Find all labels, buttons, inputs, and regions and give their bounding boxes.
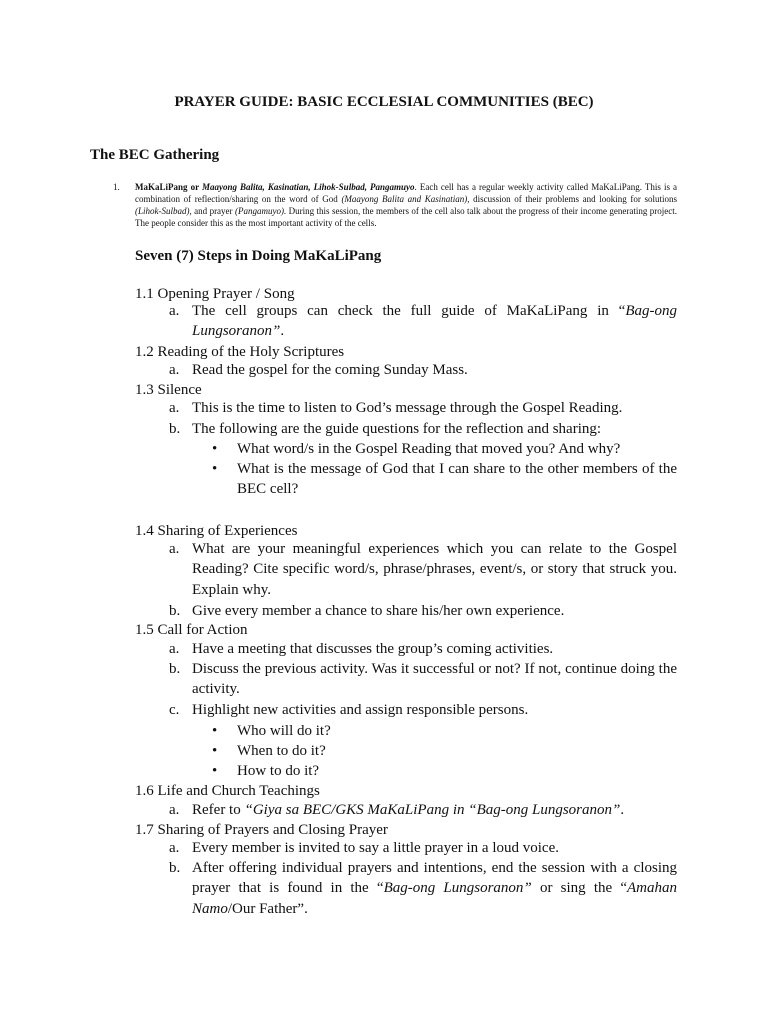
item-marker: c. — [169, 702, 180, 718]
steps-heading: Seven (7) Steps in Doing MaKaLiPang — [135, 248, 382, 264]
step-item — [192, 800, 677, 820]
step-title: 1.3 Silence — [135, 382, 202, 398]
item-marker: a. — [169, 840, 180, 856]
step-title: 1.7 Sharing of Prayers and Closing Prayer — [135, 822, 388, 838]
intro-text: . Each cell has a regular weekly activity called MaKaLiPang. This is a combination of reflection/sharing on the word of God — [135, 182, 677, 204]
bullet-glyph: • — [212, 763, 218, 779]
bullet-glyph: • — [212, 743, 218, 759]
item-text: /Our Father”. — [227, 900, 308, 917]
step-item: What are your meaningful experiences which you can relate to the Gospel Reading? Cite specific word/s, phrase/phrases, event/s, or story that struck you. Explain why. — [192, 541, 677, 598]
intro-text: During this session, the members of the cell also talk about the progress of their income generating project. The people consider this as the most important activity of the cells. — [135, 206, 677, 228]
step-item: Discuss the previous activity. Was it successful or not? If not, continue doing the activity. — [192, 661, 677, 698]
item-marker: a. — [169, 362, 180, 378]
intro-text: discussion of their problems and looking for solutions — [469, 194, 678, 204]
step-title: 1.5 Call for Action — [135, 622, 248, 638]
item-marker: b. — [169, 661, 181, 677]
step-item: Have a meeting that discusses the group’s coming activities. — [192, 641, 554, 657]
step-item: Give every member a chance to share his/her own experience. — [192, 603, 565, 619]
section-heading: The BEC Gathering — [90, 147, 220, 163]
intro-term-bold: MaKaLiPang or — [135, 182, 202, 192]
item-text: After offering individual prayers and intentions, end the session with a closing prayer that is found in the “ — [192, 860, 677, 897]
step-item: Highlight new activities and assign responsible persons. — [192, 702, 529, 718]
item-marker: b. — [169, 603, 181, 619]
bullet-glyph: • — [212, 441, 218, 457]
step-title: 1.4 Sharing of Experiences — [135, 523, 298, 539]
bullet-item: When to do it? — [237, 743, 326, 759]
step-title: 1.6 Life and Church Teachings — [135, 783, 320, 799]
bullet-item: Who will do it? — [237, 723, 331, 739]
intro-italic: (Maayong Balita and Kasinatian), — [341, 194, 470, 204]
item-text: . — [620, 802, 625, 818]
item-marker: a. — [169, 541, 180, 557]
item-italic: “Giya sa BEC/GKS MaKaLiPang in “Bag-ong Lungsoranon” — [244, 802, 621, 818]
intro-italic: (Pangamuyo). — [234, 206, 287, 216]
item-italic: Amahan Namo — [192, 880, 677, 917]
item-marker: a. — [169, 802, 180, 818]
item-marker: b. — [169, 421, 181, 437]
item-italic: Bag-ong Lungsoranon” — [192, 303, 677, 340]
bullet-item: What is the message of God that I can share to the other members of the BEC cell? — [237, 461, 677, 498]
step-item — [192, 858, 677, 919]
item-text: The cell groups can check the full guide of MaKaLiPang in “ — [192, 303, 626, 319]
intro-italic: (Lihok-Sulbad), — [135, 206, 192, 216]
item-text: Refer to — [192, 802, 245, 818]
bullet-glyph: • — [212, 723, 218, 739]
intro-term-italic: Maayong Balita, Kasinatian, Lihok-Sulbad, Pangamuyo — [201, 182, 415, 192]
document-title: PRAYER GUIDE: BASIC ECCLESIAL COMMUNITIES (BEC) — [174, 94, 594, 110]
bullet-item: How to do it? — [237, 763, 320, 779]
bullet-item: What word/s in the Gospel Reading that moved you? And why? — [237, 441, 621, 457]
item-marker: a. — [169, 641, 180, 657]
intro-number: 1. — [113, 182, 120, 192]
intro-paragraph — [135, 181, 677, 229]
item-marker: a. — [169, 400, 180, 416]
step-item: Read the gospel for the coming Sunday Mass. — [192, 362, 468, 378]
step-item — [192, 301, 677, 342]
item-marker: a. — [169, 303, 180, 319]
item-italic: Bag-ong Lungsoranon” — [383, 880, 532, 897]
step-item: The following are the guide questions for the reflection and sharing: — [192, 421, 602, 437]
step-item: This is the time to listen to God’s message through the Gospel Reading. — [192, 400, 623, 416]
step-title: 1.2 Reading of the Holy Scriptures — [135, 344, 345, 360]
step-title: 1.1 Opening Prayer / Song — [135, 286, 295, 302]
item-text: or sing the “ — [531, 880, 627, 897]
item-text: . — [280, 323, 285, 340]
item-marker: b. — [169, 860, 181, 876]
intro-text: and prayer — [191, 206, 235, 216]
bullet-glyph: • — [212, 461, 218, 477]
step-item: Every member is invited to say a little prayer in a loud voice. — [192, 840, 559, 856]
